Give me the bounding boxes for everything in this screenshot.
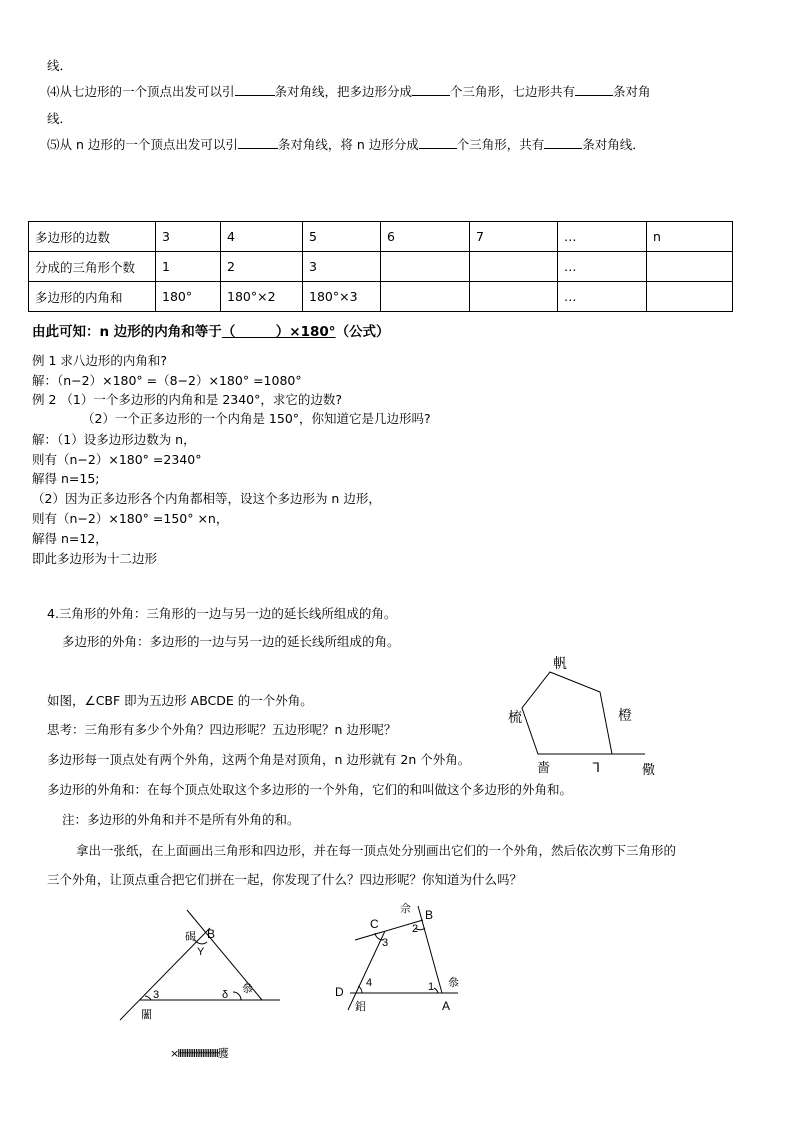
solution-line: 解得 n=15; — [32, 471, 100, 486]
answer-blank[interactable] — [544, 136, 582, 149]
angle-label: 3 — [153, 989, 160, 1001]
figure-note: 如图，∠CBF 即为五边形 ABCDE 的一个外角。 — [47, 693, 313, 708]
angle-label: Y — [197, 946, 205, 958]
angle-arc — [145, 996, 151, 1000]
garbled-glyph-row: ×ŀŀŀŀŀŀŀŀŀŀŀŀŀŀŀŀŀŀŀŀŀŀŀ臒 — [170, 1047, 227, 1060]
vertex-label: A — [442, 999, 451, 1013]
vertex-label: C — [370, 917, 379, 931]
pentagon-label: 軓 — [553, 655, 567, 671]
exterior-angle-polygon: 多边形的外角：多边形的一边与另一边的延长线所组成的角。 — [62, 634, 400, 649]
polygon-table — [28, 221, 733, 312]
note: 注：多边形的外角和并不是所有外角的和。 — [62, 812, 300, 827]
quadrilateral-figure — [330, 898, 490, 1013]
pentagon-label: 嗇 — [537, 760, 551, 775]
angle-label: 4 — [366, 977, 373, 989]
solution-line: 解得 n=12， — [32, 531, 108, 546]
line-continuation: 线． — [47, 58, 73, 73]
angle-arc — [195, 940, 207, 944]
figure-glyph: 鋁 — [355, 1001, 366, 1013]
pentagon-shape — [522, 672, 612, 754]
line-continuation: 线． — [47, 111, 73, 126]
pentagon-label: 橙 — [618, 707, 632, 723]
answer-blank[interactable] — [238, 136, 278, 149]
figure-glyph: 碣 — [185, 931, 196, 943]
exterior-angle-sum-def: 多边形的外角和：在每个顶点处取这个多边形的一个外角，它们的和叫做这个多边形的外角和。 — [47, 782, 573, 797]
solution-1: 解：（n−2）×180° =（8−2）×180° =1080° — [32, 373, 302, 388]
pentagon-label: ᒣ — [592, 760, 600, 775]
vertex-label: B — [207, 927, 216, 941]
vertex-label: D — [335, 985, 344, 999]
angle-arc — [434, 988, 438, 993]
think-question: 思考：三角形有多少个外角？四边形呢？五边形呢？n 边形呢？ — [47, 722, 397, 737]
activity-line-2: 三个外角，让顶点重合把它们拼在一起，你发现了什么？四边形呢？你知道为什么吗？ — [47, 872, 523, 887]
triangle-figure — [115, 910, 290, 1020]
table-row: 分成的三角形个数 1 2 3 … — [29, 252, 733, 282]
example-2-part-2: （2）一个正多边形的一个内角是 150°，你知道它是几边形吗? — [82, 411, 431, 426]
question-5: ⑸从 n 边形的一个顶点出发可以引 条对角线，将 n 边形分成 个三角形，共有 条对角线． — [47, 137, 645, 152]
answer-blank[interactable] — [575, 83, 613, 96]
answer-blank[interactable] — [235, 83, 275, 96]
angle-arc — [233, 992, 241, 1000]
answer-blank[interactable] — [419, 136, 457, 149]
answer-blank[interactable] — [412, 83, 450, 96]
angle-label: δ — [222, 989, 229, 1001]
figure-glyph: 佘 — [400, 903, 411, 915]
question-4: ⑷从七边形的一个顶点出发可以引 条对角线，把多边形分成 个三角形，七边形共有 条对角 — [47, 84, 651, 99]
conclusion-line: 由此可知：n 边形的内角和等于（ ）×180°（公式） — [32, 324, 390, 340]
pentagon-label: 儆 — [642, 762, 656, 777]
solution-line: 则有（n−2）×180° =150° ×n， — [32, 511, 229, 526]
example-2: 例 2 （1）一个多边形的内角和是 2340°，求它的边数? — [32, 392, 343, 407]
table-row: 多边形的边数 3 4 5 6 7 … n — [29, 222, 733, 252]
angle-label: 1 — [428, 981, 435, 993]
figure-glyph: 闣 — [141, 1009, 152, 1021]
figure-glyph: 叅 — [448, 977, 459, 989]
table-row: 多边形的内角和 180° 180°×2 180°×3 … — [29, 282, 733, 312]
vertex-label: B — [425, 908, 434, 922]
angle-label: 2 — [412, 923, 419, 935]
solution-2: 解：（1）设多边形边数为 n， — [32, 432, 196, 447]
angle-label: 3 — [382, 937, 389, 949]
exterior-angle-triangle: 4.三角形的外角：三角形的一边与另一边的延长线所组成的角。 — [47, 606, 397, 621]
solution-line: 则有（n−2）×180° =2340° — [32, 452, 202, 467]
activity-line-1: 拿出一张纸，在上面画出三角形和四边形，并在每一顶点处分别画出它们的一个外角，然后依次剪下三角形的 — [76, 843, 677, 858]
example-1: 例 1 求八边形的内角和? — [32, 353, 168, 368]
solution-line: （2）因为正多边形各个内角都相等，设这个多边形为 n 边形， — [32, 491, 381, 506]
figure-glyph: 叅 — [242, 983, 253, 995]
quad-side — [348, 931, 385, 1010]
pentagon-figure — [500, 650, 670, 780]
two-exterior-angles: 多边形每一顶点处有两个外角，这两个角是对顶角，n 边形就有 2n 个外角。 — [47, 752, 471, 767]
pentagon-label: 梳 — [508, 709, 522, 725]
solution-line: 即此多边形为十二边形 — [32, 551, 158, 566]
